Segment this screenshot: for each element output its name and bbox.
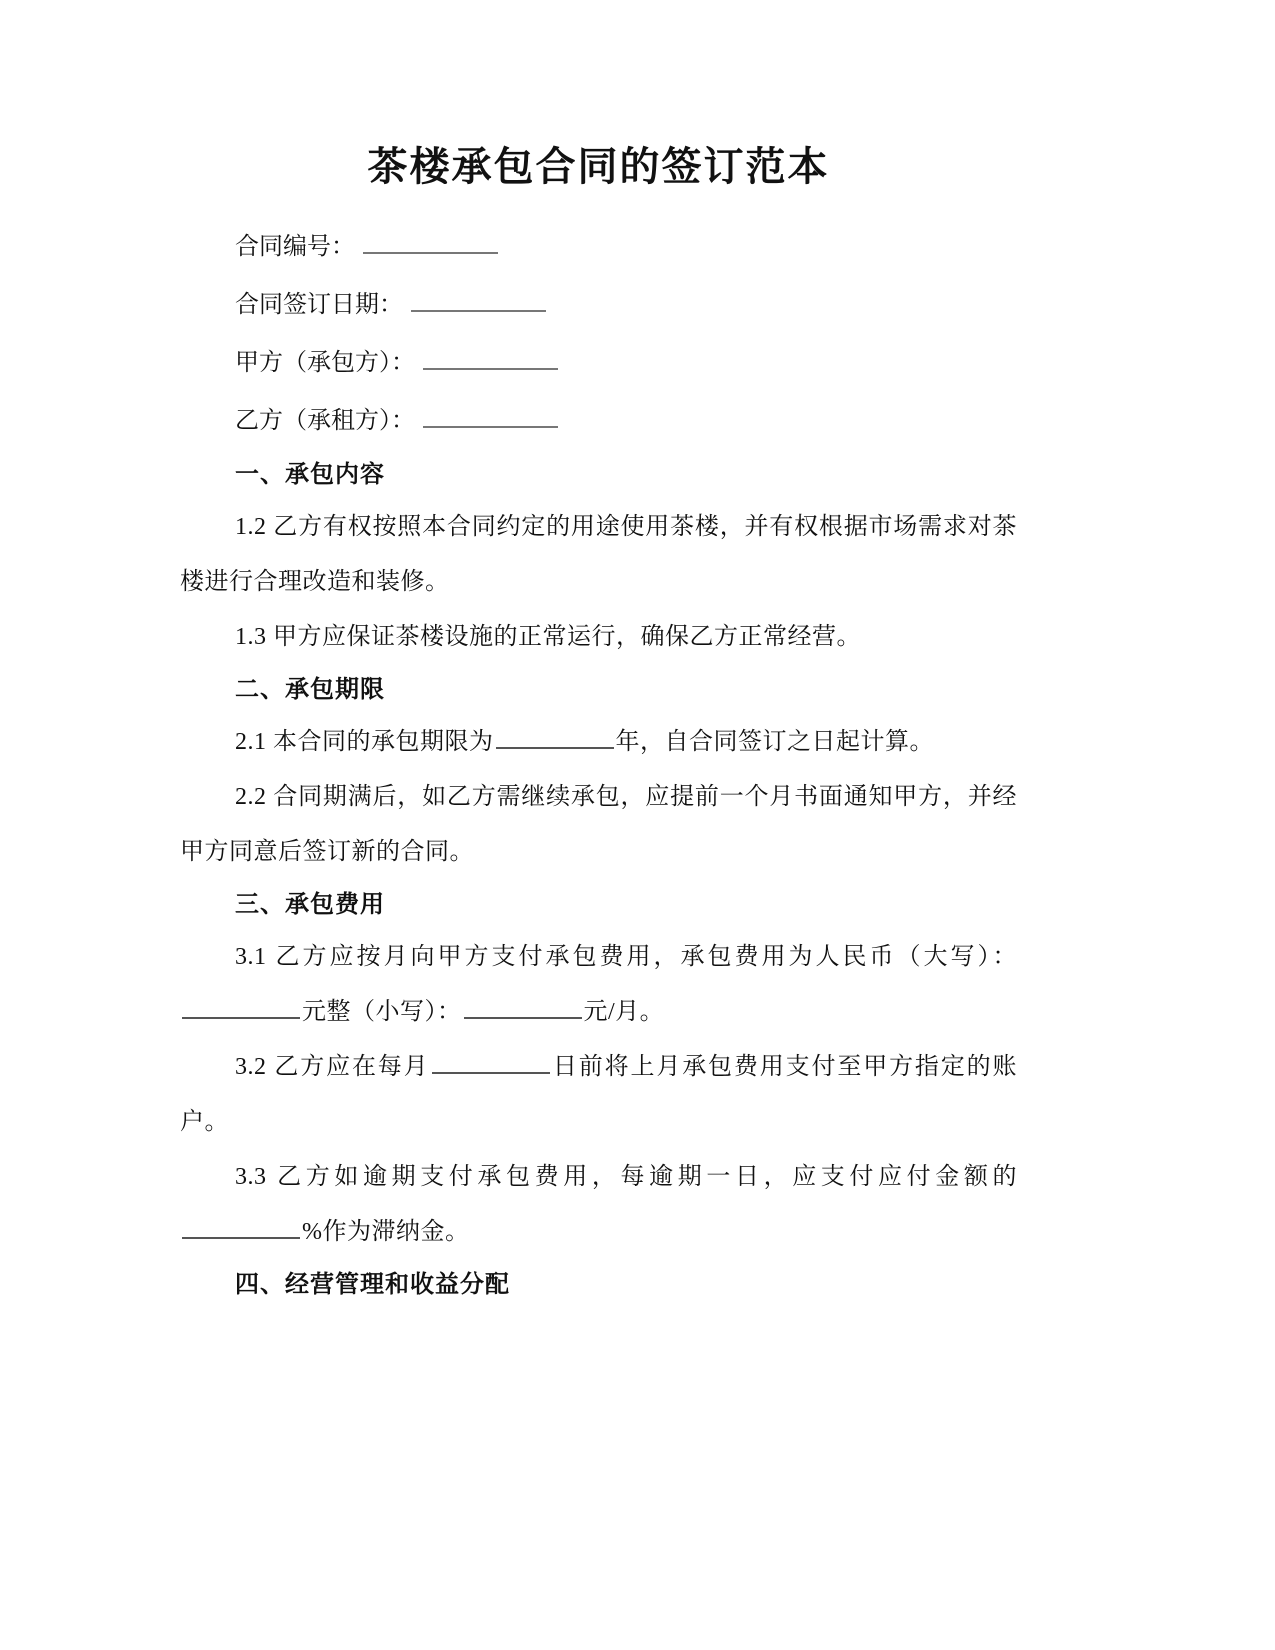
contract-term-blank bbox=[496, 723, 614, 749]
party-a-blank bbox=[423, 344, 558, 370]
paragraph-3-2 bbox=[180, 1040, 1017, 1150]
paragraph-3-2-post: 日前将上月承包费用支付至甲方指定的账户。 bbox=[180, 1054, 1018, 1135]
signing-date-line bbox=[180, 276, 1017, 334]
paragraph-3-3 bbox=[180, 1150, 1017, 1260]
paragraph-1-3 bbox=[180, 610, 1017, 665]
paragraph-2-2 bbox=[180, 770, 1017, 880]
section-heading-2: 二、承包期限 bbox=[235, 677, 385, 703]
contract-number-line bbox=[180, 218, 1017, 276]
paragraph-1-3-text: 1.3 甲方应保证茶楼设施的正常运行，确保乙方正常经营。 bbox=[235, 624, 861, 650]
paragraph-3-3-pre: 3.3 乙方如逾期支付承包费用，每逾期一日，应支付应付金额的 bbox=[235, 1164, 1017, 1190]
party-a-line bbox=[180, 334, 1017, 392]
fee-amount-capital-blank bbox=[182, 993, 300, 1019]
paragraph-3-2-pre: 3.2 乙方应在每月 bbox=[235, 1054, 430, 1080]
fee-amount-numeric-blank bbox=[464, 993, 582, 1019]
party-b-label: 乙方（承租方）： bbox=[235, 408, 415, 434]
paragraph-1-2-text: 1.2 乙方有权按照本合同约定的用途使用茶楼，并有权根据市场需求对茶楼进行合理改造和装修。 bbox=[180, 514, 1017, 595]
party-b-blank bbox=[423, 402, 558, 428]
signing-date-blank bbox=[411, 286, 546, 312]
party-b-line bbox=[180, 392, 1017, 450]
paragraph-2-1-pre: 2.1 本合同的承包期限为 bbox=[235, 729, 494, 755]
paragraph-3-1-pre: 3.1 乙方应按月向甲方支付承包费用，承包费用为人民币（大写）： bbox=[235, 944, 1017, 970]
section-heading-4: 四、经营管理和收益分配 bbox=[235, 1272, 510, 1298]
section-heading-1: 一、承包内容 bbox=[235, 462, 385, 488]
paragraph-2-1-post: 年，自合同签订之日起计算。 bbox=[615, 729, 934, 755]
document-title: 茶楼承包合同的签订范本 bbox=[367, 144, 830, 189]
paragraph-2-2-text: 2.2 合同期满后，如乙方需继续承包，应提前一个月书面通知甲方，并经甲方同意后签订新的合同。 bbox=[180, 784, 1017, 865]
late-fee-percent-blank bbox=[182, 1213, 300, 1239]
paragraph-1-2 bbox=[180, 500, 1017, 610]
paragraph-3-3-post: %作为滞纳金。 bbox=[302, 1219, 470, 1245]
signing-date-label: 合同签订日期： bbox=[235, 292, 403, 318]
paragraph-2-1 bbox=[180, 715, 1017, 770]
paragraph-3-1-mid: 元整（小写）： bbox=[302, 999, 462, 1025]
party-a-label: 甲方（承包方）： bbox=[235, 350, 415, 376]
paragraph-3-1-post: 元/月。 bbox=[583, 999, 665, 1025]
section-heading-3: 三、承包费用 bbox=[235, 892, 385, 918]
paragraph-3-1 bbox=[180, 930, 1017, 1040]
payment-day-blank bbox=[432, 1048, 550, 1074]
contract-number-label: 合同编号： bbox=[235, 234, 355, 260]
contract-number-blank bbox=[363, 228, 498, 254]
